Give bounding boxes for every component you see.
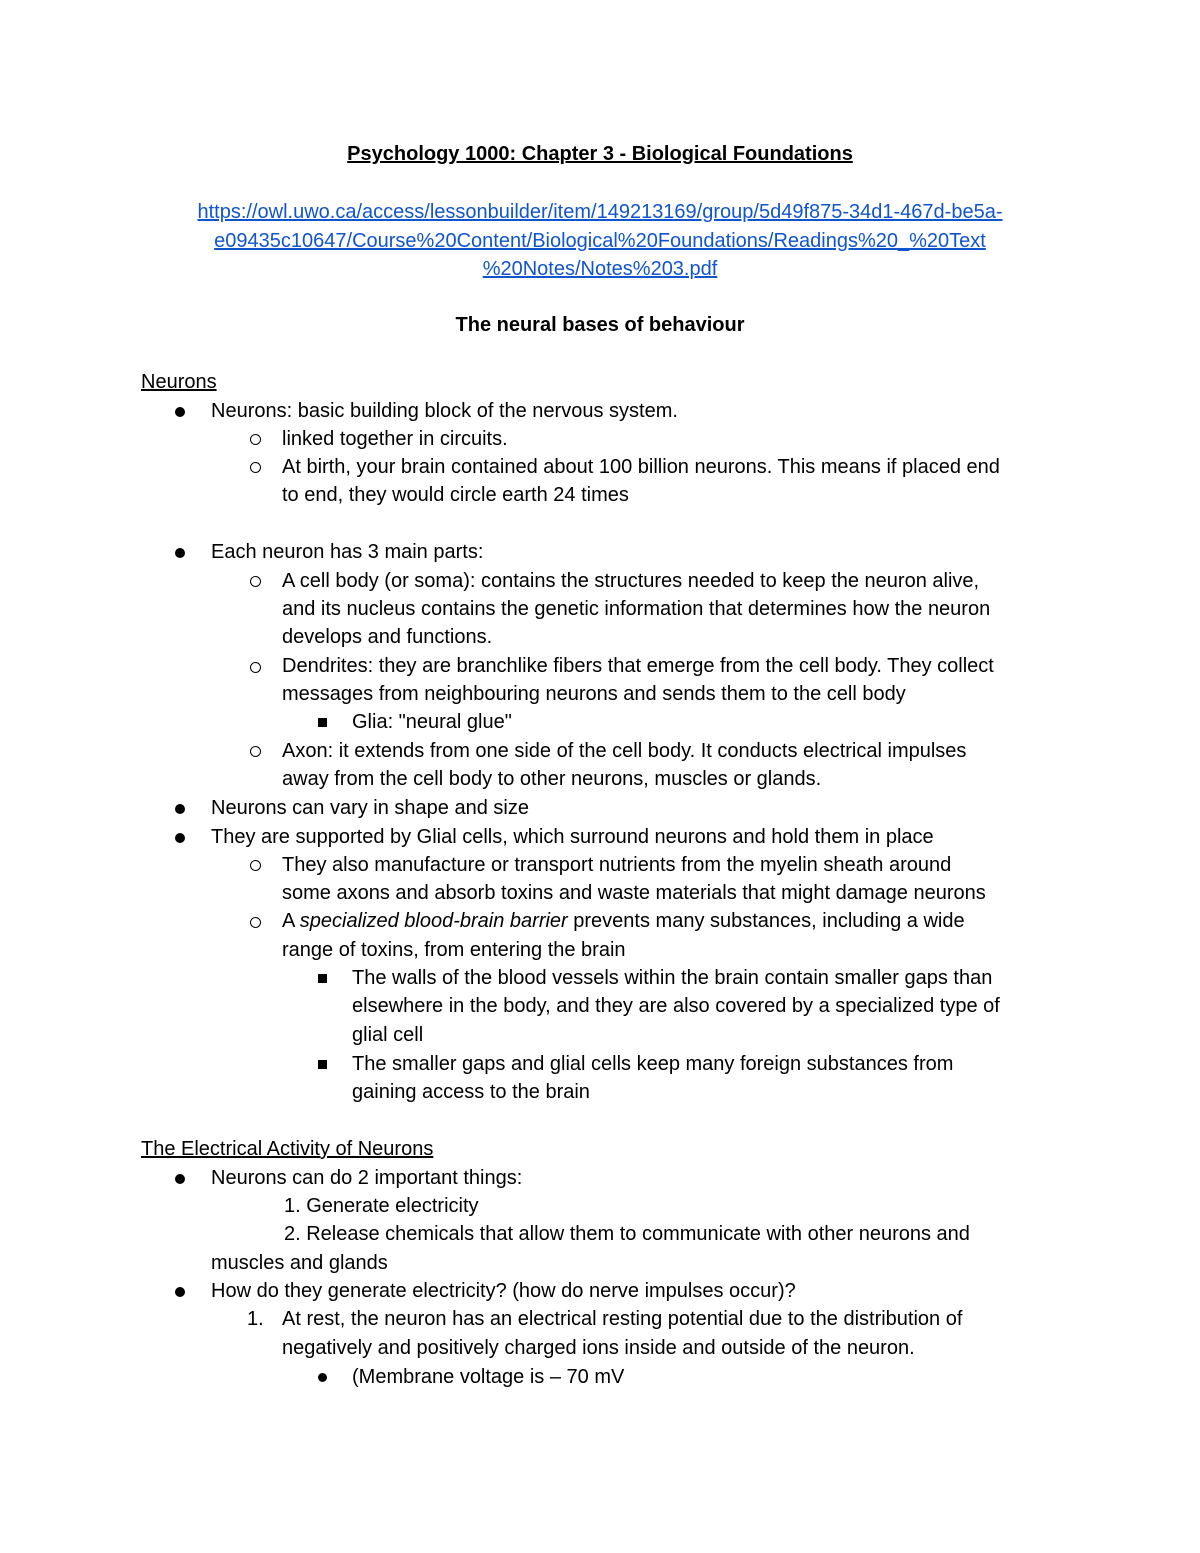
list-item-continued: to end, they would circle earth 24 times [282, 484, 629, 506]
text-run: A [282, 910, 300, 932]
list-item: Glia: "neural glue" [352, 711, 512, 733]
list-item: linked together in circuits. [282, 428, 508, 450]
source-link-line-1[interactable]: https://owl.uwo.ca/access/lessonbuilder/item/149213169/group/5d49f875-34d1-467d-be5a- [197, 201, 1003, 223]
neurons-heading: Neurons [141, 371, 217, 393]
list-item-continued: glial cell [352, 1024, 424, 1046]
bullet-circle [250, 860, 261, 871]
emphasis-text: specialized blood-brain barrier [299, 910, 568, 932]
list-item: Neurons can do 2 important things: [211, 1167, 523, 1189]
text-run: prevents many substances, including a wide [567, 910, 965, 932]
list-item-continued: and its nucleus contains the genetic information that determines how the neuron [282, 598, 991, 620]
list-item-continued: messages from neighbouring neurons and sends them to the cell body [282, 683, 906, 705]
list-item: How do they generate electricity? (how do nerve impulses occur)? [211, 1280, 796, 1302]
list-item-continued: elsewhere in the body, and they are also covered by a specialized type of [352, 995, 1000, 1017]
bullet-disc [175, 804, 185, 814]
bullet-disc [175, 833, 185, 843]
list-item: Each neuron has 3 main parts: [211, 541, 484, 563]
list-item-continued: some axons and absorb toxins and waste materials that might damage neurons [282, 882, 986, 904]
list-item-continued: away from the cell body to other neurons, muscles or glands. [282, 768, 822, 790]
list-item [282, 907, 965, 935]
list-item: Dendrites: they are branchlike fibers that emerge from the cell body. They collect [282, 655, 994, 677]
list-item: (Membrane voltage is – 70 mV [352, 1366, 625, 1388]
bullet-circle [250, 462, 261, 473]
bullet-disc [318, 1373, 327, 1382]
bullet-square [318, 974, 327, 983]
electrical-heading: The Electrical Activity of Neurons [141, 1138, 434, 1160]
bullet-disc [175, 548, 185, 558]
bullet-circle [250, 662, 261, 673]
bullet-circle [250, 434, 261, 445]
bullet-square [318, 718, 327, 727]
list-item: 2. Release chemicals that allow them to communicate with other neurons and [284, 1223, 970, 1245]
bullet-disc [175, 1174, 185, 1184]
list-number: 1. [247, 1308, 264, 1330]
source-link-line-3[interactable]: %20Notes/Notes%203.pdf [482, 258, 718, 280]
list-item: The walls of the blood vessels within the brain contain smaller gaps than [352, 967, 993, 989]
list-item: At birth, your brain contained about 100 billion neurons. This means if placed end [282, 456, 1000, 478]
bullet-disc [175, 1287, 185, 1297]
bullet-circle [250, 917, 261, 928]
list-item: The smaller gaps and glial cells keep many foreign substances from [352, 1053, 954, 1075]
list-item: Neurons: basic building block of the nervous system. [211, 400, 678, 422]
list-item: Axon: it extends from one side of the cell body. It conducts electrical impulses [282, 740, 967, 762]
bullet-circle [250, 746, 261, 757]
list-item-continued: range of toxins, from entering the brain [282, 939, 626, 961]
source-link-line-2[interactable]: e09435c10647/Course%20Content/Biological%20Foundations/Readings%20_%20Text [214, 229, 986, 252]
source-link[interactable] [0, 198, 1200, 284]
list-item: They also manufacture or transport nutrients from the myelin sheath around [282, 854, 952, 876]
bullet-square [318, 1060, 327, 1069]
bullet-circle [250, 576, 261, 587]
list-item-continued: develops and functions. [282, 626, 493, 648]
list-item-continued: muscles and glands [211, 1252, 388, 1274]
list-item-continued: negatively and positively charged ions inside and outside of the neuron. [282, 1337, 915, 1359]
document-title: Psychology 1000: Chapter 3 - Biological Foundations [347, 143, 853, 165]
list-item: At rest, the neuron has an electrical resting potential due to the distribution of [282, 1308, 963, 1330]
list-item-continued: gaining access to the brain [352, 1081, 590, 1103]
bullet-disc [175, 407, 185, 417]
list-item: They are supported by Glial cells, which surround neurons and hold them in place [211, 826, 934, 848]
list-item: 1. Generate electricity [284, 1195, 479, 1217]
list-item: A cell body (or soma): contains the structures needed to keep the neuron alive, [282, 570, 980, 592]
list-item: Neurons can vary in shape and size [211, 797, 529, 819]
section-title: The neural bases of behaviour [455, 314, 745, 336]
